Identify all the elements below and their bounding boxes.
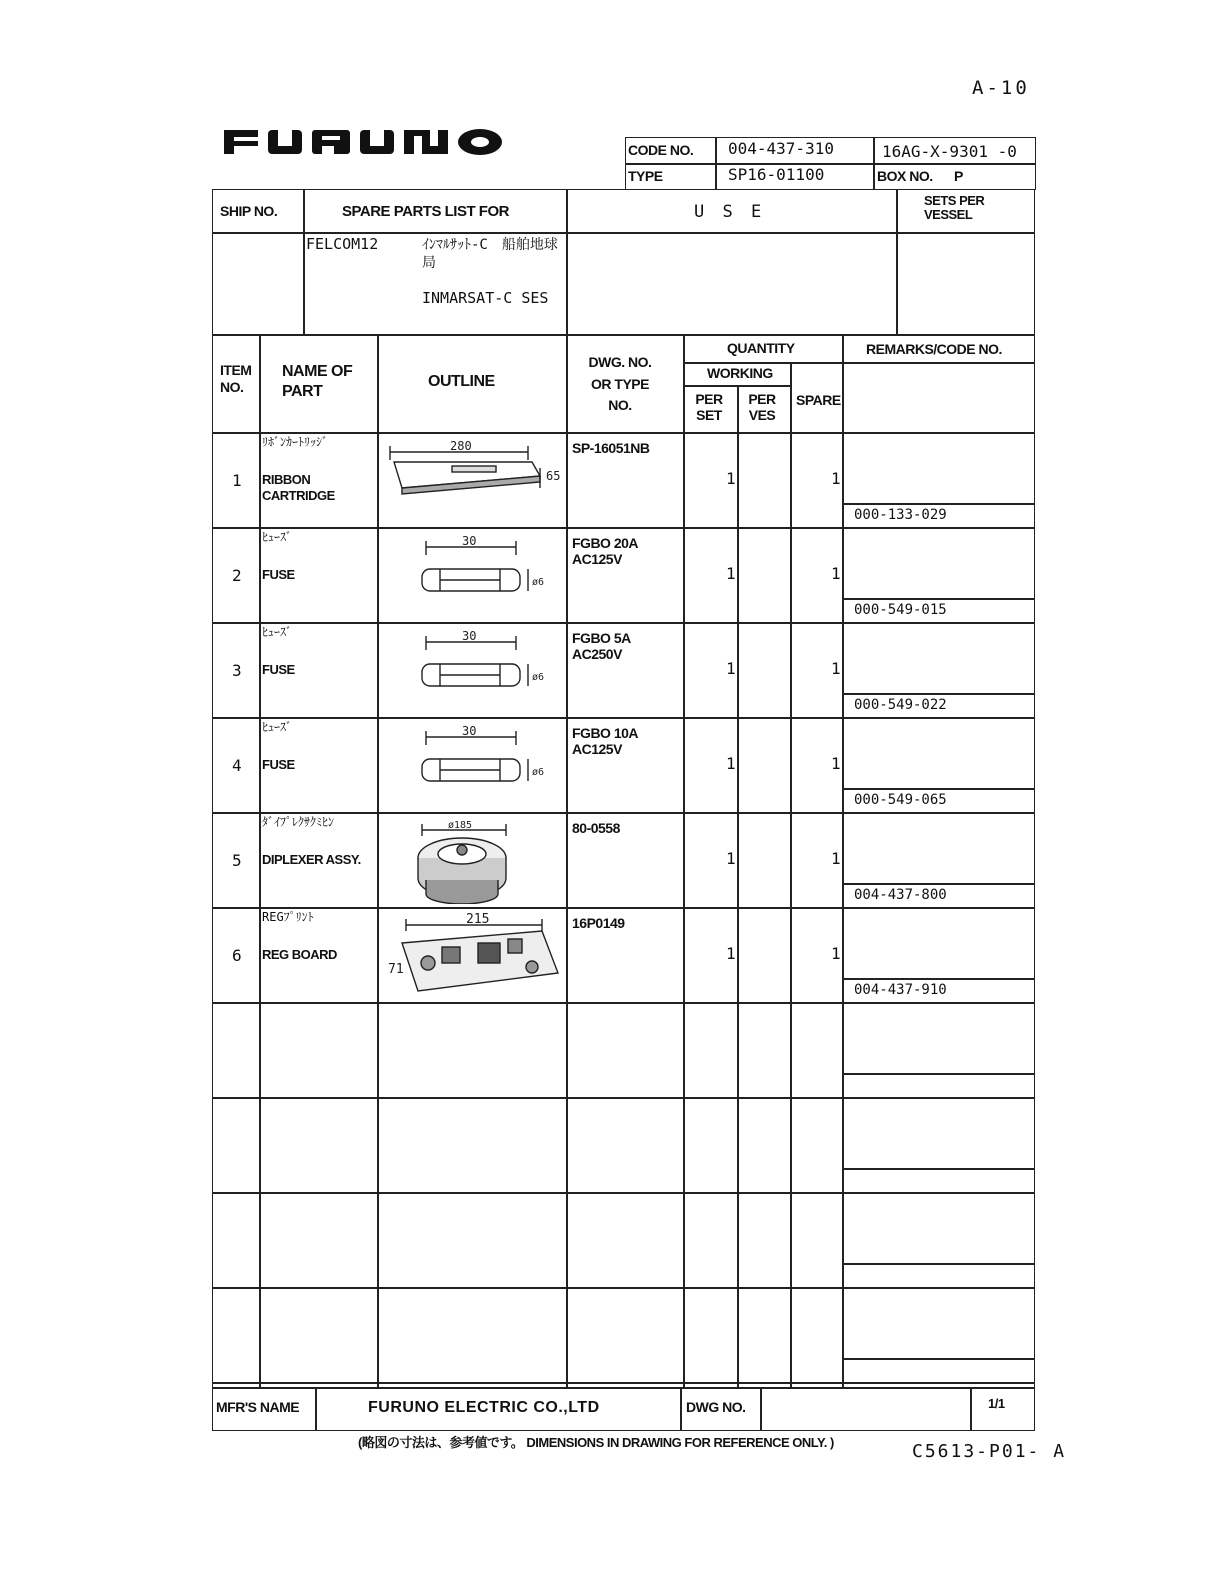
outline-drawing-fuse [382, 533, 562, 619]
remarks-divider [842, 1168, 1035, 1170]
part-name: FUSE [262, 567, 295, 582]
dimension-label: 30 [462, 534, 477, 548]
row-divider [212, 1382, 1035, 1384]
col-outline: OUTLINE [428, 373, 495, 390]
qty-per-set: 1 [726, 944, 736, 963]
row-divider [212, 1287, 1035, 1289]
spare-parts-label: SPARE PARTS LIST FOR [342, 203, 509, 220]
type-value: SP16-01100 [728, 165, 825, 184]
part-name: REG BOARD [262, 947, 337, 962]
outline-drawing-fuse [382, 628, 562, 714]
part-name-japanese: ﾋｭｰｽﾞ [262, 720, 293, 734]
remarks-divider [842, 1073, 1035, 1075]
remarks-code: 004-437-800 [854, 887, 947, 903]
qty-spare: 1 [831, 469, 841, 488]
col-spare: SPARE [796, 392, 841, 408]
qty-spare: 1 [831, 754, 841, 773]
english-name: INMARSAT-C SES [422, 289, 549, 307]
col-quantity: QUANTITY [727, 340, 795, 356]
mfr-name-value: FURUNO ELECTRIC CO.,LTD [368, 1399, 600, 1416]
furuno-logo [224, 128, 502, 156]
remarks-divider [842, 598, 1035, 600]
col-remarks: REMARKS/CODE NO. [866, 341, 1002, 357]
dimension-label: 280 [450, 439, 472, 453]
sets-per-vessel-label: SETS PER VESSEL [924, 193, 985, 223]
part-name-japanese: ﾘﾎﾞﾝｶｰﾄﾘｯｼﾞ [262, 435, 329, 449]
type-label: TYPE [628, 168, 663, 184]
part-name: FUSE [262, 757, 295, 772]
ship-no-label: SHIP NO. [220, 203, 278, 219]
qty-spare: 1 [831, 944, 841, 963]
remarks-code: 000-549-065 [854, 792, 947, 808]
row-divider [212, 717, 1035, 719]
remarks-divider [842, 978, 1035, 980]
dimension-label: 30 [462, 629, 477, 643]
dwg-number: 16P0149 [572, 915, 625, 931]
dwg-number: FGBO 20A [572, 535, 639, 551]
japanese-name: ｲﾝﾏﾙｻｯﾄ-C 船舶地球局 [422, 237, 558, 272]
dimension-label: 71 [388, 962, 404, 977]
row-divider [212, 622, 1035, 624]
remarks-code: 000-549-022 [854, 697, 947, 713]
outline-drawing-diplexer [382, 818, 562, 904]
row-divider [212, 907, 1035, 909]
code-no-value: 004-437-310 [728, 139, 834, 158]
remarks-divider [842, 1358, 1035, 1360]
qty-spare: 1 [831, 659, 841, 678]
item-number: 3 [232, 661, 242, 680]
dimension-label: 215 [466, 913, 490, 927]
qty-per-set: 1 [726, 659, 736, 678]
dwg-no-label: DWG NO. [686, 1399, 746, 1415]
dwg-number: FGBO 10A [572, 725, 639, 741]
box-no-label: BOX NO. [877, 168, 933, 184]
qty-per-set: 1 [726, 564, 736, 583]
dwg-rating: AC125V [572, 551, 622, 567]
dimension-label: 30 [462, 724, 477, 738]
row-divider [212, 1192, 1035, 1194]
use-label: U S E [694, 202, 766, 222]
dimension-label: 65 [546, 469, 561, 483]
qty-per-set: 1 [726, 849, 736, 868]
document-code: C5613-P01- A [912, 1441, 1067, 1462]
part-name: RIBBON CARTRIDGE [262, 472, 335, 504]
col-dwg-no: DWG. NO. OR TYPE NO. [588, 354, 652, 414]
remarks-divider [842, 693, 1035, 695]
remarks-code: 000-549-015 [854, 602, 947, 618]
item-number: 6 [232, 946, 242, 965]
col-working: WORKING [707, 365, 773, 381]
row-divider [212, 527, 1035, 529]
dwg-number: 80-0558 [572, 820, 620, 836]
remarks-code: 000-133-029 [854, 507, 947, 523]
dimension-label: ø6 [532, 577, 545, 588]
code-ref-value: 16AG-X-9301 -0 [882, 142, 1017, 161]
code-no-label: CODE NO. [628, 142, 694, 158]
qty-per-set: 1 [726, 469, 736, 488]
dimension-label: ø185 [448, 820, 473, 831]
remarks-divider [842, 883, 1035, 885]
mfr-name-label: MFR'S NAME [216, 1399, 300, 1415]
col-name-of-part: NAME OF PART [282, 363, 353, 400]
item-number: 5 [232, 851, 242, 870]
col-per-ves: PER VES [748, 391, 776, 424]
col-per-set: PER SET [695, 391, 723, 424]
item-number: 4 [232, 756, 242, 775]
box-no-value: P [954, 168, 963, 184]
page-count: 1/1 [988, 1396, 1005, 1411]
remarks-divider [842, 1263, 1035, 1265]
row-divider [212, 1002, 1035, 1004]
part-name-japanese: REGﾌﾟﾘﾝﾄ [262, 910, 314, 924]
outline-drawing-ribbon-cartridge [382, 438, 562, 524]
part-name: FUSE [262, 662, 295, 677]
dwg-number: FGBO 5A [572, 630, 631, 646]
item-number: 1 [232, 471, 242, 490]
col-item-no: ITEM NO. [220, 362, 252, 395]
outline-drawing-fuse [382, 723, 562, 809]
dimension-label: ø6 [532, 767, 545, 778]
part-name: DIPLEXER ASSY. [262, 852, 361, 867]
reference-note: (略図の寸法は、参考値です。 DIMENSIONS IN DRAWING FOR REFERENCE ONLY. ) [358, 1435, 834, 1450]
row-divider [212, 1097, 1035, 1099]
part-name-japanese: ﾋｭｰｽﾞ [262, 625, 293, 639]
item-number: 2 [232, 566, 242, 585]
model-name: FELCOM12 [306, 235, 379, 253]
qty-spare: 1 [831, 849, 841, 868]
page-number: A-10 [972, 77, 1030, 99]
remarks-code: 004-437-910 [854, 982, 947, 998]
qty-per-set: 1 [726, 754, 736, 773]
dimension-label: ø6 [532, 672, 545, 683]
dwg-rating: AC125V [572, 741, 622, 757]
outline-drawing-board [382, 913, 562, 999]
remarks-divider [842, 503, 1035, 505]
part-name-japanese: ﾋｭｰｽﾞ [262, 530, 293, 544]
dwg-rating: AC250V [572, 646, 622, 662]
dwg-number: SP-16051NB [572, 440, 650, 456]
remarks-divider [842, 788, 1035, 790]
part-name-japanese: ﾀﾞｲﾌﾟﾚｸｻｸﾐﾋﾝ [262, 815, 335, 829]
row-divider [212, 812, 1035, 814]
qty-spare: 1 [831, 564, 841, 583]
